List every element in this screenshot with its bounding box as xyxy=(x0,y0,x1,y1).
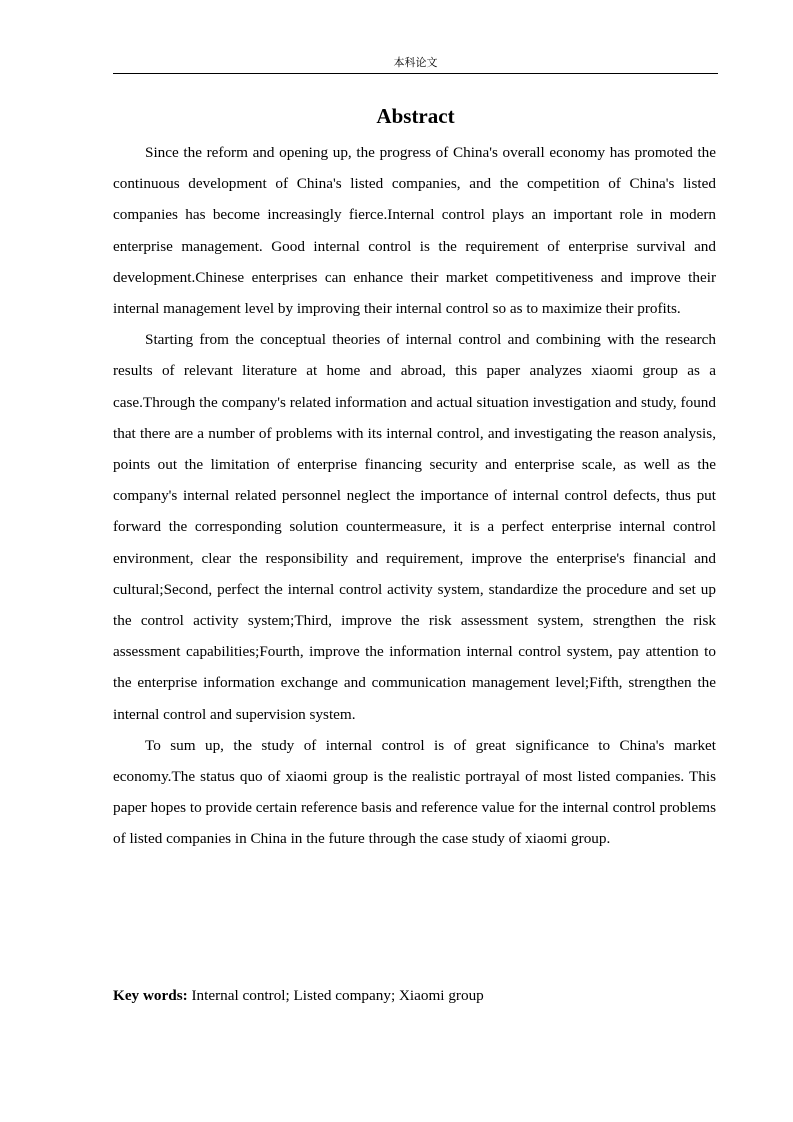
abstract-paragraph-1: Since the reform and opening up, the progress of China's overall economy has promoted the continuous development of China's listed companies, and the competition of China's listed companies has become increasingly fierce.Internal control plays an important role in modern enterprise management. Good internal control is the requirement of enterprise survival and development.Chinese enterprises can enhance their market competitiveness and improve their internal management level by improving their internal control so as to maximize their profits. xyxy=(113,144,716,318)
keywords-value: Internal control; Listed company; Xiaomi group xyxy=(187,987,484,1004)
header-divider xyxy=(113,73,718,74)
abstract-paragraph-3: To sum up, the study of internal control is of great significance to China's market economy.The status quo of xiaomi group is the realistic portrayal of most listed companies. This paper hopes to provide certain reference basis and reference value for the internal control problems of listed companies in China in the future through the case study of xiaomi group. xyxy=(113,736,716,848)
keywords-label: Key words: xyxy=(113,987,188,1004)
abstract-body xyxy=(113,137,716,855)
running-header: 本科论文 xyxy=(393,56,438,69)
keywords-line xyxy=(113,980,718,1011)
abstract-paragraph-2: Starting from the conceptual theories of internal control and combining with the research results of relevant literature at home and abroad, this paper analyzes xiaomi group as a case.Through the company's related information and actual situation investigation and study, found that there are a number of problems with its internal control, and investigating the reason analysis, points out the limitation of enterprise financing security and enterprise scale, as well as the company's internal related personnel neglect the importance of internal control defects, thus put forward the corresponding solution countermeasure, it is a perfect enterprise internal control environment, clear the responsibility and requirement, improve the enterprise's financial and cultural;Second, perfect the internal control activity system, standardize the procedure and set up the control activity system;Third, improve the risk assessment system, strengthen the risk assessment capabilities;Fourth, improve the information internal control system, pay attention to the enterprise information exchange and communication management level;Fifth, strengthen the internal control and supervision system. xyxy=(113,331,716,723)
abstract-title: Abstract xyxy=(376,104,455,128)
